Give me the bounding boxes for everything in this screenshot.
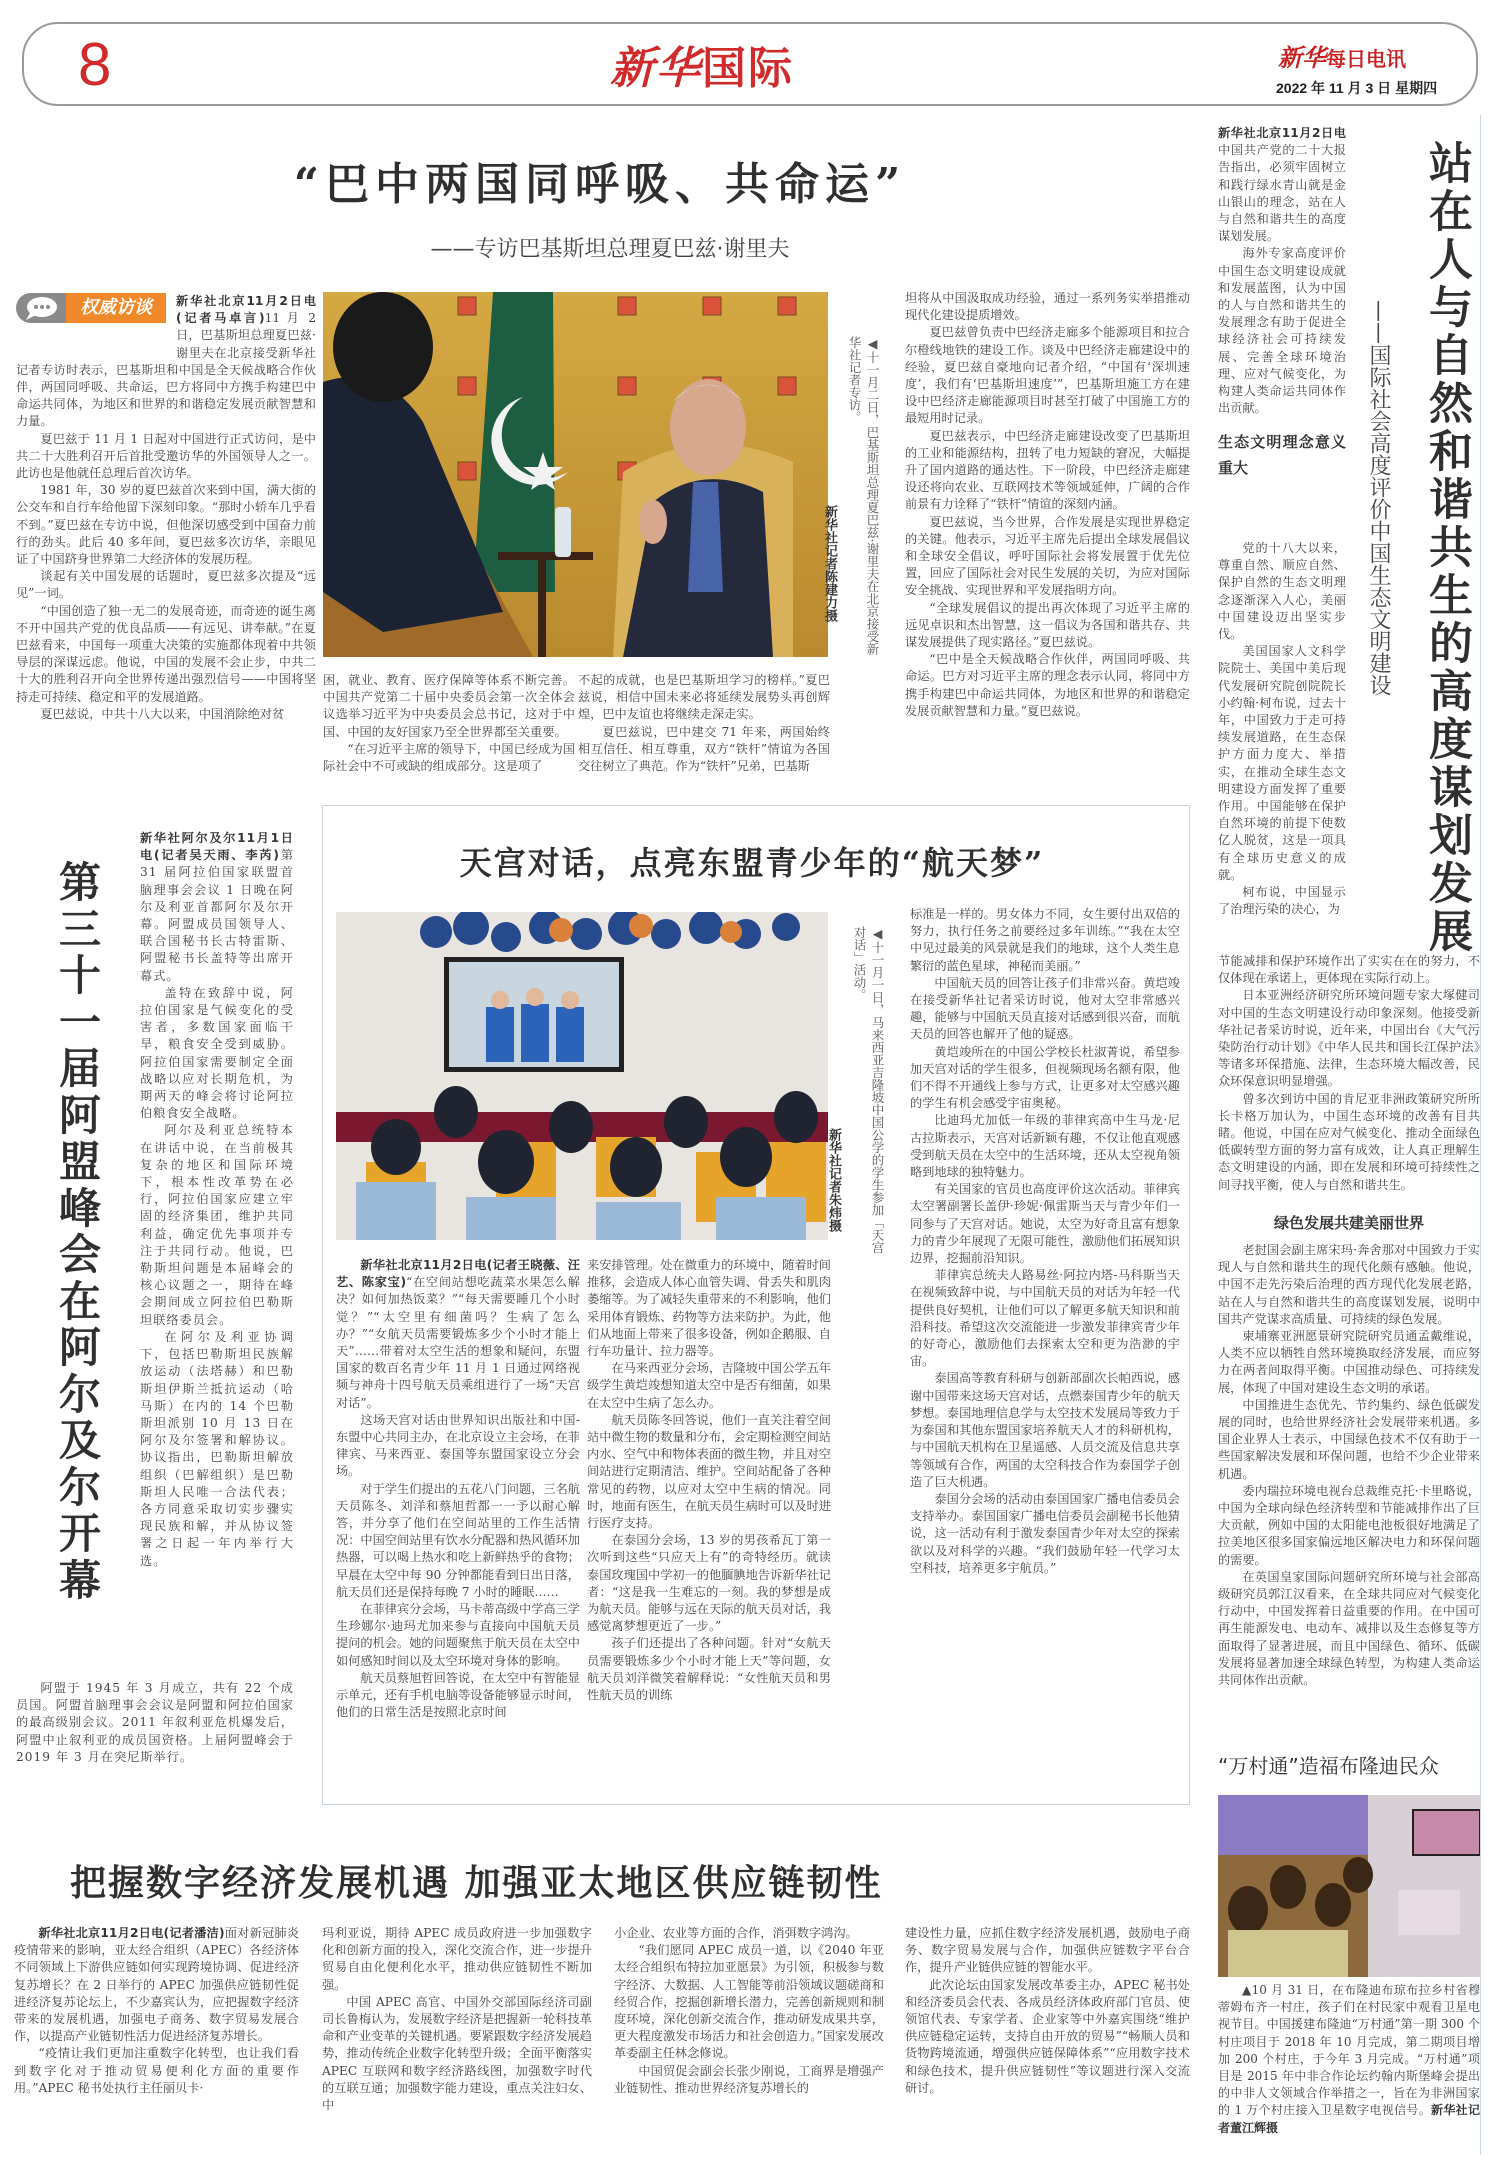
badge-label: 权威访谈 [66,293,166,323]
brand-name: 每日电讯 [1326,47,1406,71]
brand-script: 新华 [1278,43,1326,72]
section-title-script: 新华 [610,43,702,94]
apec-col3: 小企业、农业等方面的合作，消弭数字鸿沟。 “我们愿同 APEC 成员一道，以《2040 年亚太经合组织布特拉加亚愿景》为引领，积极参与数字经济、大数据、人工智能等前沿领域议题磋商和经贸合作，挖掘创新增长潜力，完善创新规则和制度环境，深化创新交流合作，推动研发成果共享，更大程度激发市场活力和社会创造力。”国家发展改革委副主任林念修说。 中国贸促会副会长张少刚说，工商界是增强产业链韧性、推动世界经济复苏增长的 [614,1926,884,2095]
tiangong-photo-caption: ◀十一月一日，马来西亚吉隆坡中国公学的学生参加「天宫对话」活动。 [852,926,885,1254]
brand-logo [1278,38,1406,73]
arab-league-headline: 第 三 十 一 届 阿 盟 峰 会 在 阿 尔 及 尔 开 幕 [58,858,101,1605]
page-number: 8 [78,31,112,98]
apec-col2: 玛利亚说，期待 APEC 成员政府进一步加强数字化和创新方面的投入，深化交流合作，进一步提升贸易自由化便利化水平，推动供应链韧性不断加强。 中国 APEC 高官、中国外交部国际经济司副司长鲁梅认为，发展数字经济是把握新一轮科技革命和产业变革的关键机遇。要紧跟数字经济发展趋势，推动传统企业数字化转型升级；全面平衡落实 APEC 互联网和数字经济路线图，加强数字时代的互联互通；加强数字能力建设，重点关注妇女、中 [322,1926,592,2113]
ecology-dateline: 新华社北京11月2日电 [1218,126,1346,140]
arab-league-col-wide: 阿盟于 1945 年 3 月成立，共有 22 个成员国。阿盟首脑理事会会议是阿盟和阿拉伯国家的最高级别会议。2011 年叙利亚危机爆发后，阿盟中止叙利亚的成员国资格。上届阿盟峰会于 2019 年 3 月在突尼斯举行。 [16,1681,294,1764]
tiangong-classroom-photo [336,912,828,1240]
ecology-subheadline: ——国际社会高度评价中国生态文明建设 [1366,300,1391,696]
pakistan-photo-caption: ◀十一月二日，巴基斯坦总理夏巴兹·谢里夫在北京接受新华社记者专访。 [847,336,880,655]
tiangong-headline: 天宫对话，点亮东盟青少年的“航天梦” [459,844,1045,882]
ecology-section1-narrow: 党的十八大以来，尊重自然、顺应自然、保护自然的生态文明理念逐渐深入人心，美丽中国建设迈出坚实步伐。 美国国家人文科学院院士、美国中美后现代发展研究院创院院长小约翰·柯布说，过去十年，中国致力于走可持续发展道路，在生态保护方面力度大、举措实，在推动全球生态文明建设方面发挥了重要作用。中国能够在保护自然环境的前提下使数亿人脱贫，这是一项具有全球历史意义的成就。 柯布说，中国显示了治理污染的决心，为 [1218,541,1346,917]
issue-date: 2022 年 11 月 3 日 星期四 [1276,80,1438,96]
ecology-section1-title: 生态文明理念意义重大 [1218,433,1346,478]
pakistan-dateline: 新华社北京11月2日电(记者马卓言) [176,294,316,326]
ecology-section2-title: 绿色发展共建美丽世界 [1273,1214,1424,1232]
right-edge-divider [1480,115,1481,2155]
burundi-photo-credit: 新华社记者董江辉摄 [1218,2103,1480,2135]
burundi-caption: ▲10 月 31 日，在布隆迪布琼布拉乡村省穆蒂姆布齐一村庄，孩子们在村民家中观看卫星电视节目。中国援建布隆迪“万村通”第一期 300 个村庄项目于 2018 年 10 月完成，第二期项目增加 200 个村庄，于今年 3 月完成。“万村通”项目是 2015 年中非合作论坛约翰内斯堡峰会提出的中非人文领域合作举措之一，旨在为非洲国家的 1 万个村庄接入卫星数字电视信号。新华社记者董江辉摄 [1218,1983,1480,2135]
ecology-headline: 站在人与自然和谐共生的高度谋划发展 [1421,140,1472,956]
pakistan-col4: 坦将从中国汲取成功经验，通过一系列务实举措推动现代化建设提质增效。 夏巴兹曾负责中巴经济走廊多个能源项目和拉合尔橙线地铁的建设工作。谈及中巴经济走廊建设中的经验，夏巴兹自豪地向记者介绍，“中国有‘深圳速度’，我们有‘巴基斯坦速度’”，巴基斯坦施工方在建设中巴经济走廊能源项目时甚至打破了中国施工方的最短用时记录。 夏巴兹表示，中巴经济走廊建设改变了巴基斯坦的工业和能源结构，扭转了电力短缺的窘况，大幅提升了国内道路的通达性。下一阶段，中巴经济走廊建设还将向农业、互联网技术等领域延伸，广阔的合作前景有力诠释了“铁杆”情谊的深刻内涵。 夏巴兹说，当今世界，合作发展是实现世界稳定的关键。他表示，习近平主席先后提出全球发展倡议和全球安全倡议，呼吁国际社会将发展置于优先位置，回应了国际社会对民生发展的关切，为应对国际安全挑战、实现世界和平发展指明方向。 “全球发展倡议的提出再次体现了习近平主席的远见卓识和杰出智慧，这一倡议为各国和谐共存、共谋发展提供了现实路径。”夏巴兹说。 “巴中是全天候战略合作伙伴，两国同呼吸、共命运。巴方对习近平主席的理念表示认同，将同中方携手构建巴中命运共同体，为地区和世界的和谐稳定发展贡献智慧和力量。”夏巴兹说。 [905,291,1190,718]
burundi-photo [1218,1795,1480,1977]
pakistan-col2: 困，就业、教育、医疗保障等体系不断完善。中国共产党第二十届中央委员会第一次全体会议选举习近平为中央委员会总书记，这对于中国、中国的友好国家乃至全世界都至关重要。 “在习近平主席的领导下，中国已经成为国际社会中不可或缺的组成部分。这是项了 [323,673,575,774]
apec-col4: 建设性力量，应抓住数字经济发展机遇，鼓励电子商务、数字贸易发展与合作，加强供应链数字平台合作，提升产业链供应链的智能水平。 此次论坛由国家发展改革委主办，APEC 秘书处和经济委员会代表、各成员经济体政府部门官员、使领馆代表、专家学者、企业家等中外嘉宾围绕“维护供应链稳定运转，支持自由开放的贸易”“畅顺人员和货物跨境流通，增强供应链保障体系”“应用数字技术和绿色技术，提升供应链韧性”等议题进行深入交流研讨。 [905,1926,1190,2095]
tiangong-col3: 标准是一样的。男女体力不同，女生要付出双倍的努力，执行任务之前要经过多年训练。”“我在太空中见过最美的风景就是我们的地球，这个人类生息繁衍的蓝色星球，神秘而美丽。” 中国航天员的回答让孩子们非常兴奋。黄垲竣在接受新华社记者采访时说，他对太空非常感兴趣，能够与中国航天员直接对话感到很兴奋，而航天员的回答也解开了他的疑惑。 黄垲竣所在的中国公学校长杜淑菁说，希望参加天宫对话的学生很多，但视频现场名额有限，他们不得不开通线上参与方式，让更多对太空感兴趣的学生有机会感受宇宙奥秘。 比迪玛尤加低一年级的菲律宾高中生马龙·尼古拉斯表示，天宫对话新颖有趣，不仅让他直观感受到航天员在太空中的生活环境，还从太空视角领略到地球的独特魅力。 有关国家的官员也高度评价这次活动。菲律宾太空署副署长盖伊·珍妮·佩雷斯当天与青少年们一同参与了天宫对话。她说，太空为好奇且富有想象力的青少年展现了无限可能性，激励他们拓展知识边界，挖掘前沿知识。 菲律宾总统夫人路易丝·阿拉内塔-马科斯当天在视频致辞中说，与中国航天员的对话为年轻一代提供良好契机，让他们可以了解更多航天知识和前沿科技。希望这次交流能进一步激发菲律宾青少年的好奇心，激励他们去探索太空和更为浩渺的宇宙。 泰国高等教育科研与创新部副次长帕西说，感谢中国带来这场天宫对话，点燃泰国青少年的航天梦想。泰国地理信息学与太空技术发展局等致力于为泰国和其他东盟国家培养航天人才的科研机构，与中国航天机构在卫星遥感、人员交流及信息共享等领域有合作，两国的太空科技合作为泰国学子创造了巨大机遇。 泰国分会场的活动由泰国国家广播电信委员会支持举办。泰国国家广播电信委员会副秘书长他猜说，这一活动有利于激发泰国青少年对太空的探索欲以及对科学的兴趣。“我们鼓励年轻一代学习太空科技，培养更多宇航员。” [910,907,1180,1575]
arab-league-dateline: 新华社阿尔及尔11月1日电(记者吴天雨、李芮) [140,831,294,863]
ecology-section1-wide: 节能减排和保护环境作出了实实在在的努力，不仅体现在承诺上，更体现在实际行动上。 日本亚洲经济研究所环境问题专家大塚健司对中国的生态文明建设行动印象深刻。他接受新华社记者采访时说，近年来，中国出台《大气污染防治行动计划》《中华人民共和国长江保护法》等诸多环保措施、法律，生态环境大幅改善，民众环保意识明显增强。 曾多次到访中国的肯尼亚非洲政策研究所所长卡格万加认为，中国生态环境的改善有目共睹。他说，中国在应对气候变化、推动全面绿色低碳转型方面的努力富有成效，让人真正理解生态文明建设的内涵，即在发展和环境可持续性之间寻找平衡，使人与自然和谐共生。 [1218,954,1480,1192]
apec-dateline: 新华社北京11月2日电(记者潘洁) [38,1926,225,1940]
apec-headline: 把握数字经济发展机遇 加强亚太地区供应链韧性 [70,1862,883,1904]
pakistan-col1: 新华社北京11月2日电(记者马卓言)11 月 2 日，巴基斯坦总理夏巴兹·谢里夫在北京接受新华社记者专访时表示，巴基斯坦和中国是全天候战略合作伙伴，两国同呼吸、共命运，巴方将同中方携手构建巴中命运共同体，为地区和世界的和谐稳定发展贡献智慧和力量。 夏巴兹于 11 月 1 日起对中国进行正式访问，是中共二十大胜利召开后首批受邀访华的外国领导人之一。此访也是他就任总理后首次访华。 1981 年，30 岁的夏巴兹首次来到中国，满大街的公交车和自行车给他留下深刻印象。“那时小轿车几乎看不到。”夏巴兹在专访中说，但他深切感受到中国奋力前行的劲头。此后 40 多年间，夏巴兹多次访华，亲眼见证了中国跻身世界第二大经济体的发展历程。 谈起有关中国发展的话题时，夏巴兹多次提及“远见”一词。 “中国创造了独一无二的发展奇迹，而奇迹的诞生离不开中国共产党的优良品质——有远见、讲奉献。”在夏巴兹看来，中国每一项重大决策的实施都体现着中共领导层的深谋远虑。他说，中国的发展不会止步，中共二十大的胜利召开向全世界传递出强烈信号——中国将坚持走可持续、稳定和平的发展道路。 夏巴兹说，中共十八大以来，中国消除绝对贫 [16,294,316,721]
tiangong-dateline: 新华社北京11月2日电(记者王晓薇、汪艺、陈家宝) [336,1258,580,1290]
arab-league-col-narrow: 新华社阿尔及尔11月1日电(记者吴天雨、李芮)第 31 届阿拉伯国家联盟首脑理事会会议 1 日晚在阿尔及利亚首都阿尔及尔开幕。阿盟成员国领导人、联合国秘书长古特雷斯、阿盟秘书长盖特等出席开幕式。 盖特在致辞中说，阿拉伯国家是气候变化的受害者，多数国家面临干旱，粮食安全受到威胁。阿拉伯国家需要制定全面战略以应对长期危机，为期两天的峰会将讨论阿拉伯粮食安全战略。 阿尔及利亚总统特本在讲话中说，在当前极其复杂的地区和国际环境下，根本性改革势在必行，阿拉伯国家应建立牢固的经济集团，维护共同利益，确定优先事项并专注于共同行动。他说，巴勒斯坦问题是本届峰会的核心议题之一，期待在峰会期间成立阿拉伯巴勒斯坦联络委员会。 在阿尔及利亚协调下，包括巴勒斯坦民族解放运动（法塔赫）和巴勒斯坦伊斯兰抵抗运动（哈马斯）在内的 14 个巴勒斯坦派别 10 月 13 日在阿尔及尔签署和解协议。协议指出，巴勒斯坦解放组织（巴解组织）是巴勒斯坦人民唯一合法代表；各方同意采取切实步骤实现民族和解，并从协议签署之日起一年内举行大选。 [140,831,294,1568]
ecology-section2: 老挝国会副主席宋玛·奔舍那对中国致力于实现人与自然和谐共生的现代化颇有感触。他说，中国不走先污染后治理的西方现代化发展老路，站在人与自然和谐共生的高度谋划发展，说明中国共产党谋求高质量、可持续的绿色发展。 柬埔寨亚洲愿景研究院研究员通孟戴维说，人类不应以牺牲自然环境换取经济发展，而应努力在两者间取得平衡。中国推动绿色、可持续发展，体现了中国对建设生态文明的承诺。 中国推进生态优先、节约集约、绿色低碳发展的同时，也给世界经济社会发展带来机遇。多国企业界人士表示，中国绿色技术不仅有助于一些国家解决发展和环保问题，也给不少企业带来机遇。 委内瑞拉环境电视台总裁维克托·卡里略说，中国为全球向绿色经济转型和节能减排作出了巨大贡献，例如中国的太阳能电池板很好地满足了拉美地区很多国家偏远地区解决电力和环保问题的需要。 在英国皇家国际问题研究所环境与社会部高级研究员郭江汉看来，在全球共同应对气候变化行动中，中国发挥着日益重要的作用。在中国可再生能源发电、电动车、减排以及生态修复等方面取得了显著进展，而且中国绿色、循环、低碳发展将显著加速全球绿色转型，为构建人类命运共同体作出贡献。 [1218,1243,1480,1688]
apec-col1: 新华社北京11月2日电(记者潘洁)面对新冠肺炎疫情带来的影响，亚太经合组织（APEC）各经济体不同领域上下游供应链如何实现跨境协调、促进经济复苏增长？在 2 日举行的 APEC 加强供应链韧性促进经济复苏论坛上，不少嘉宾认为，应把握数字经济带来的发展机遇，加强电子商务、数字贸易发展合作，以提高产业链韧性活力促进经济复苏增长。 “疫情让我们更加注重数字化转型，也让我们看到数字化对于推动贸易便利化方面的重要作用。”APEC 秘书处执行主任丽贝卡· [14,1926,299,2095]
tiangong-photo-credit: 新华社记者朱炜摄 [826,1128,841,1232]
tiangong-col1: 新华社北京11月2日电(记者王晓薇、汪艺、陈家宝)“在空间站想吃蔬菜水果怎么解决？如何加热饭菜？”“每天需要睡几个小时觉？”“太空里有细菌吗？生病了怎么办？”“女航天员需要锻炼多少个小时才能上天”……带着对太空生活的想象和疑问，东盟国家的数百名青少年 11 月 1 日通过网络视频与神舟十四号航天员乘组进行了一场“天宫对话”。 这场天宫对话由世界知识出版社和中国-东盟中心共同主办，在北京设立主会场，在菲律宾、马来西亚、泰国等东盟国家设立分会场。 对于学生们提出的五花八门问题，三名航天员陈冬、刘洋和蔡旭哲都一一予以耐心解答，并分享了他们在空间站里的工作生活情况：中国空间站里有饮水分配器和热风循环加热器，可以喝上热水和吃上新鲜热乎的食物；早晨在太空中每 90 分钟都能看到日出日落，航天员们还是保持每晚 7 小时的睡眠…… 在菲律宾分会场，马卡蒂高级中学高三学生珍娜尔·迪玛尤加来参与直接向中国航天员提问的机会。她的问题聚焦于航天员在太空中如何感知时间以及太空环境对身体的影响。 航天员蔡旭哲回答说，在太空中有智能显示单元，还有手机电脑等设备能够显示时间，他们的日常生活是按照北京时间 [336,1258,580,1720]
tiangong-col2: 来安排管理。处在微重力的环境中，随着时间推移，会造成人体心血管失调、骨丢失和肌肉萎缩等。为了减轻失重带来的不利影响，他们采用体育锻炼、药物等方法来防护。为此，他们从地面上带来了很多设备，例如企鹅服、自行车功量计、拉力器等。 在马来西亚分会场，吉隆坡中国公学五年级学生黄垲竣想知道太空中是否有细菌，如果在太空中生病了怎么办。 航天员陈冬回答说，他们一直关注着空间站中微生物的数量和分布，会定期检测空间站内水、空气中和物体表面的微生物，并且对空间站进行定期清洁、维护。空间站配备了各种常见的药物，以应对太空中生病的情况。同时，地面有医生，在航天员生病时可以及时进行医疗支持。 在泰国分会场，13 岁的男孩希瓦丁第一次听到这些“只应天上有”的奇特经历。就读泰国玫瑰国中学初一的他腼腆地告诉新华社记者：“这是我一生难忘的一刻。我的梦想是成为航天员。能够与远在天际的航天员对话，我感觉离梦想更近了一步。” 孩子们还提出了各种问题。针对“女航天员需要锻炼多少个小时才能上天”等问题，女航天员刘洋微笑着解释说：“女性航天员和男性航天员的训练 [587,1258,831,1703]
burundi-headline: “万村通”造福布隆迪民众 [1218,1754,1439,1778]
pakistan-photo-credit: 新华社记者陈建力摄 [822,505,837,622]
pakistan-headline: “巴中两国同呼吸、共命运” [293,159,907,210]
section-title [610,32,794,96]
pakistan-interview-photo [323,292,828,657]
section-title-text: 国际 [702,43,794,94]
ecology-intro: 新华社北京11月2日电中国共产党的二十大报告指出，必须牢固树立和践行绿水青山就是金山银山的理念，站在人与自然和谐共生的高度谋划发展。 海外专家高度评价中国生态文明建设成就和发展蓝图，认为中国的人与自然和谐共生的发展理念有助于促进全球经济社会可持续发展、完善全球环境治理、应对气候变化，为构建人类命运共同体作出贡献。 生态文明理念意义重大 [1218,125,1346,515]
pakistan-subheadline: ——专访巴基斯坦总理夏巴兹·谢里夫 [430,237,790,262]
pakistan-col3: 不起的成就，也是巴基斯坦学习的榜样。”夏巴兹说，相信中国未来必将延续发展势头再创辉煌，巴中友谊也将继续走深走实。 夏巴兹说，巴中建交 71 年来，两国始终相互信任、相互尊重，双方“铁杆”情谊为各国交往树立了典范。作为“铁杆”兄弟，巴基斯 [578,673,830,774]
